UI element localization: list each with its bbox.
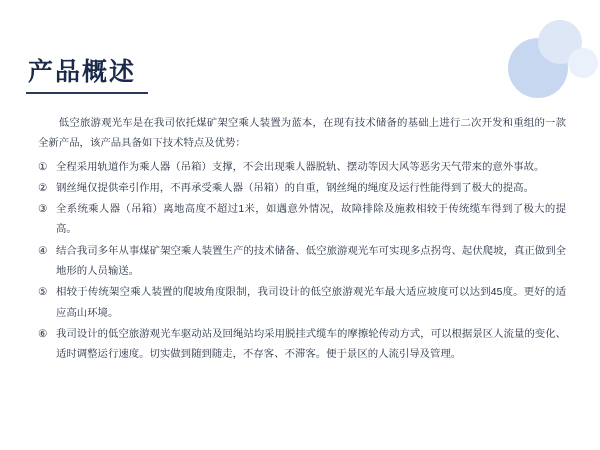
intro-paragraph: 低空旅游观光车是在我司依托煤矿架空乘人装置为蓝本，在现有技术储备的基础上进行二次开发和重组的一款全新产品，该产品具备如下技术特点及优势：	[38, 118, 566, 150]
list-item	[38, 179, 566, 199]
list-marker: ③	[38, 204, 48, 216]
list-marker: ④	[38, 245, 48, 257]
list-item-text: 全程采用轨道作为乘人器（吊箱）支撑，不会出现乘人器脱轨、摆动等因大风等恶劣天气带来的意外事故。	[56, 161, 545, 173]
list-item	[38, 242, 566, 283]
list-item	[38, 200, 566, 241]
list-marker: ⑤	[38, 287, 48, 299]
circle-small-icon	[568, 48, 598, 78]
circle-medium-icon	[538, 20, 582, 64]
feature-list	[38, 158, 566, 366]
list-item	[38, 283, 566, 324]
list-marker: ①	[38, 161, 48, 173]
decorative-circles	[480, 0, 600, 120]
content-body	[38, 114, 566, 366]
list-marker: ②	[38, 182, 48, 194]
list-item-text: 钢丝绳仅提供牵引作用，不再承受乘人器（吊箱）的自重，钢丝绳的绳度及运行性能得到了极大的提高。	[56, 182, 534, 194]
page-title: 产品概述	[28, 58, 137, 86]
title-underline	[26, 92, 148, 94]
list-item-text: 结合我司多年从事煤矿架空乘人装置生产的技术储备、低空旅游观光车可实现多点拐弯、起伏爬坡，真正做到全地形的人员输送。	[56, 245, 566, 277]
list-marker: ⑥	[38, 328, 48, 340]
list-item-text: 全系统乘人器（吊箱）离地高度不超过1米，如遇意外情况，故障排除及施救相较于传统缆车得到了极大的提高。	[56, 204, 566, 236]
list-item	[38, 325, 566, 366]
list-item-text: 我司设计的低空旅游观光车驱动站及回绳站均采用脱挂式缆车的摩擦轮传动方式，可以根据景区人流量的变化、适时调整运行速度。切实做到随到随走，不存客、不滞客。便于景区的人流引导及管理。	[56, 328, 566, 361]
list-item-text: 相较于传统架空乘人装置的爬坡角度限制，我司设计的低空旅游观光车最大适应坡度可以达到45度。更好的适应高山环境。	[56, 287, 566, 319]
list-item	[38, 158, 566, 178]
circle-large-icon	[508, 38, 568, 98]
